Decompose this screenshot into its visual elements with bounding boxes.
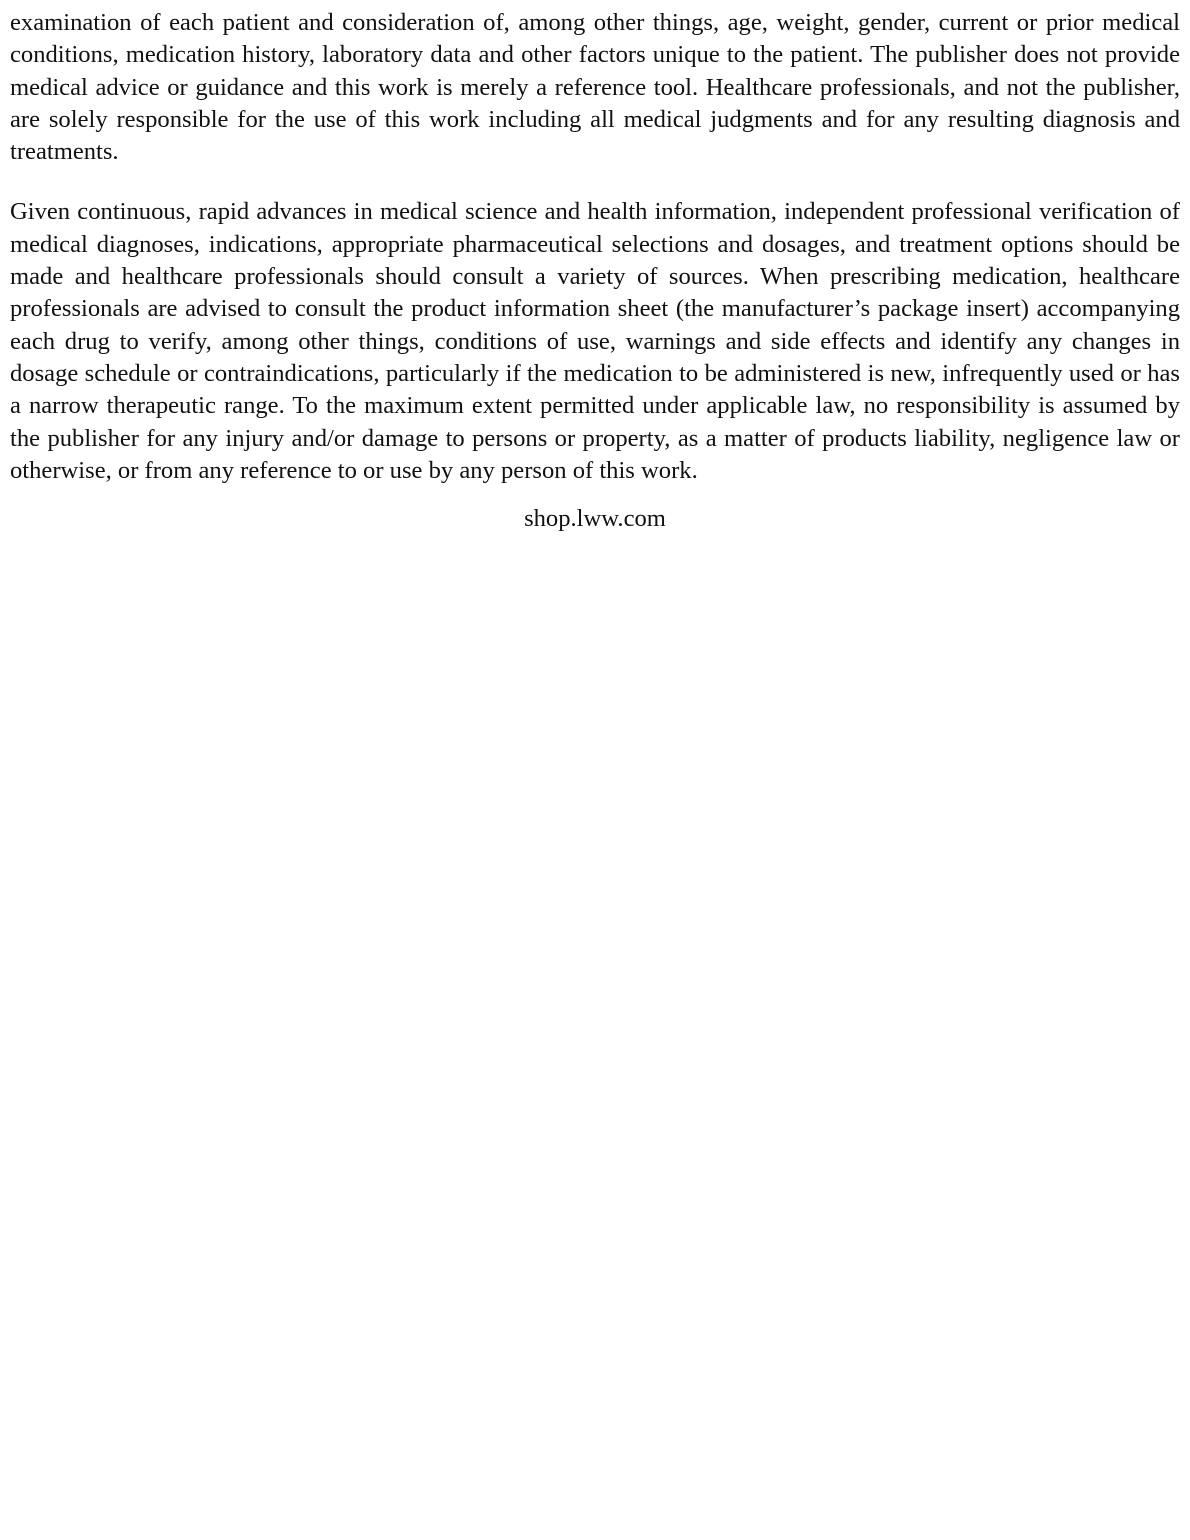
document-page (10, 7, 1180, 535)
disclaimer-paragraph-2: Given continuous, rapid advances in medical science and health information, independent professional verification of medical diagnoses, indications, appropriate pharmaceutical selections and dosages, and treatment options should be made and healthcare professionals should consult a variety of sources. When prescribing medication, healthcare professionals are advised to consult the product information sheet (the manufacturer’s package insert) accompanying each drug to verify, among other things, conditions of use, warnings and side effects and identify any changes in dosage schedule or contraindications, particularly if the medication to be administered is new, infrequently used or has a narrow therapeutic range. To the maximum extent permitted under applicable law, no responsibility is assumed by the publisher for any injury and/or damage to persons or property, as a matter of products liability, negligence law or otherwise, or from any reference to or use by any person of this work. (10, 198, 1180, 484)
disclaimer-paragraph-1: examination of each patient and consideration of, among other things, age, weight, gender, current or prior medical conditions, medication history, laboratory data and other factors unique to the patient. The publisher does not provide medical advice or guidance and this work is merely a reference tool. Healthcare professionals, and not the publisher, are solely responsible for the use of this work including all medical judgments and for any resulting diagnosis and treatments. (10, 9, 1180, 166)
publisher-website-link[interactable]: shop.lww.com (524, 505, 666, 533)
